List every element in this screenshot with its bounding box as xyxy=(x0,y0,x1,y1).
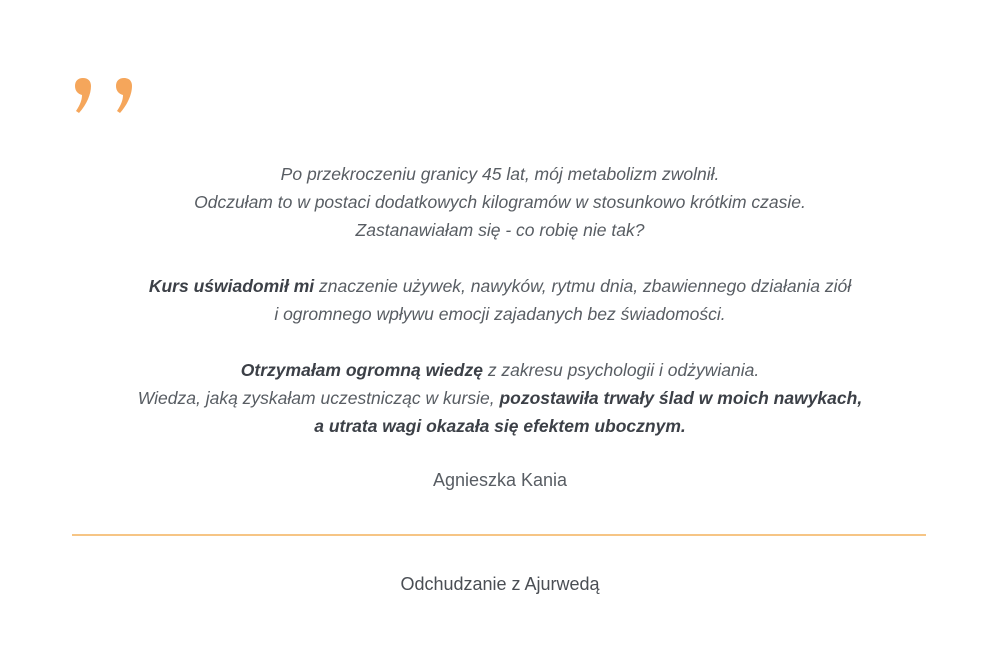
testimonial-line xyxy=(100,412,900,440)
testimonial-line xyxy=(100,384,900,412)
quotation-marks-icon xyxy=(74,78,136,114)
quote-comma-right-icon xyxy=(116,78,132,113)
course-name: Odchudzanie z Ajurwedą xyxy=(400,574,600,594)
testimonial-line xyxy=(100,272,900,300)
testimonial-line: Po przekroczeniu granicy 45 lat, mój metabolizm zwolnił. xyxy=(280,164,720,184)
testimonial-text xyxy=(100,160,900,468)
testimonial-line: Odczułam to w postaci dodatkowych kilogramów w stosunkowo krótkim czasie. xyxy=(194,192,806,212)
quote-comma-left-icon xyxy=(75,78,91,113)
testimonial-paragraph-1 xyxy=(100,160,900,244)
testimonial-text-fragment: Wiedza, jaką zyskałam uczestnicząc w kursie, xyxy=(137,388,500,408)
testimonial-text-fragment: znaczenie używek, nawyków, rytmu dnia, zbawiennego działania ziół xyxy=(314,276,852,296)
testimonial-emphasis: pozostawiła trwały ślad w moich nawykach, xyxy=(499,388,863,408)
testimonial-text-fragment: z zakresu psychologii i odżywiania. xyxy=(482,360,760,380)
testimonial-emphasis: Otrzymałam ogromną wiedzę xyxy=(240,360,483,380)
testimonial-line: Zastanawiałam się - co robię nie tak? xyxy=(355,220,645,240)
testimonial-emphasis: Kurs uświadomił mi xyxy=(148,276,315,296)
divider xyxy=(72,534,926,536)
testimonial-paragraph-2 xyxy=(100,272,900,328)
testimonial-line xyxy=(100,356,900,384)
testimonial-emphasis: a utrata wagi okazała się efektem ubocznym. xyxy=(314,416,686,436)
testimonial-paragraph-3 xyxy=(100,356,900,440)
testimonial-line: i ogromnego wpływu emocji zajadanych bez świadomości. xyxy=(274,304,726,324)
testimonial-author: Agnieszka Kania xyxy=(432,470,568,490)
